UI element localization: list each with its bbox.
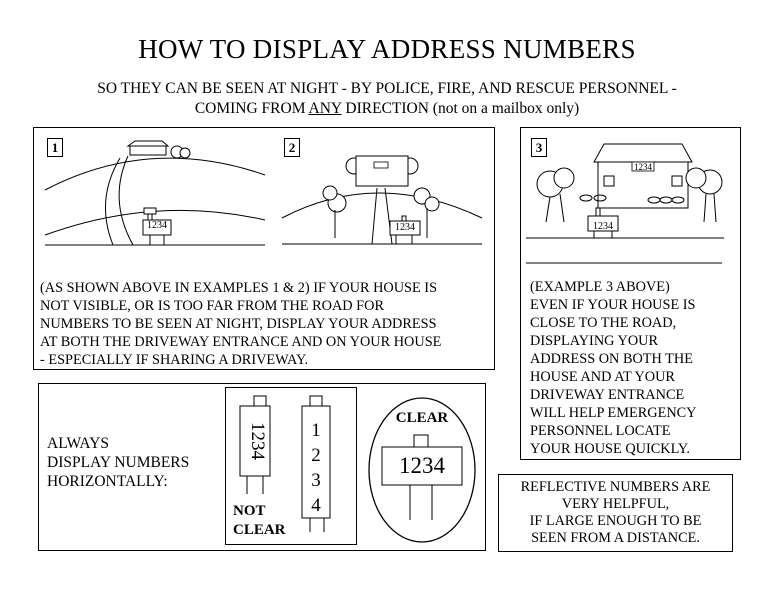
description-line: (EXAMPLE 3 ABOVE): [530, 279, 670, 295]
reflective-line: IF LARGE ENOUGH TO BE: [529, 513, 702, 529]
example-2-number: 2: [284, 138, 300, 157]
description-line: YOUR HOUSE QUICKLY.: [530, 441, 690, 457]
description-line: (AS SHOWN ABOVE IN EXAMPLES 1 & 2) IF YOUR HOUSE IS: [40, 280, 438, 296]
description-line: EVEN IF YOUR HOUSE IS: [530, 297, 696, 313]
example-3-house-number: 1234: [634, 162, 652, 172]
horizontal-instruction: [47, 434, 189, 491]
rotated-sign-number: 1234: [247, 422, 268, 460]
subtitle-line-2: [0, 100, 774, 118]
description-line: HOUSE AND AT YOUR: [530, 369, 675, 385]
description-line: AT BOTH THE DRIVEWAY ENTRANCE AND ON YOUR HOUSE: [40, 334, 442, 350]
stacked-digit: 1: [311, 420, 321, 441]
stacked-digit: 2: [311, 445, 321, 466]
not-clear-label-line-1: NOT: [233, 503, 266, 519]
not-clear-label: [233, 502, 286, 540]
example-3-road-line: [526, 262, 722, 264]
example-2-sign-number: 1234: [395, 222, 415, 233]
clear-label: CLEAR: [395, 410, 449, 426]
example-3-number: 3: [531, 138, 547, 157]
stacked-digits: [302, 418, 330, 518]
subtitle-emphasis-any: ANY: [308, 100, 342, 117]
description-line: ADDRESS ON BOTH THE: [530, 351, 693, 367]
description-line: NUMBERS TO BE SEEN AT NIGHT, DISPLAY YOUR ADDRESS: [40, 316, 437, 332]
description-line: DISPLAYING YOUR: [530, 333, 659, 349]
example-2-illustration: [282, 148, 482, 248]
example-3-sign-number: 1234: [593, 221, 613, 232]
description-line: NOT VISIBLE, OR IS TOO FAR FROM THE ROAD FOR: [40, 298, 384, 314]
example-3-description: [530, 278, 736, 458]
description-line: CLOSE TO THE ROAD,: [530, 315, 677, 331]
description-line: - ESPECIALLY IF SHARING A DRIVEWAY.: [40, 352, 309, 368]
instruction-line: DISPLAY NUMBERS: [47, 454, 190, 471]
stacked-digit: 3: [311, 470, 321, 491]
subtitle-line-2-pre: COMING FROM: [194, 100, 309, 117]
instruction-line: HORIZONTALLY:: [47, 473, 168, 490]
page-title: HOW TO DISPLAY ADDRESS NUMBERS: [138, 34, 636, 64]
reflective-numbers-text: [498, 479, 733, 547]
example-1-sign-number: 1234: [147, 220, 167, 231]
example-1-illustration: [40, 140, 270, 255]
example-1-number: 1: [47, 138, 63, 157]
example-3-illustration: [524, 142, 738, 242]
description-line: PERSONNEL LOCATE: [530, 423, 671, 439]
reflective-line: VERY HELPFUL,: [561, 496, 670, 512]
instruction-line: ALWAYS: [47, 435, 110, 452]
not-clear-label-line-2: CLEAR: [233, 522, 286, 538]
reflective-line: SEEN FROM A DISTANCE.: [531, 530, 700, 546]
stacked-digit: 4: [311, 495, 321, 516]
description-line: WILL HELP EMERGENCY: [530, 405, 697, 421]
subtitle-line-2-post: DIRECTION (not on a mailbox only): [341, 100, 580, 117]
reflective-line: REFLECTIVE NUMBERS ARE: [520, 479, 711, 495]
clear-sign-number: 1234: [399, 453, 445, 478]
description-line: DRIVEWAY ENTRANCE: [530, 387, 685, 403]
subtitle-line-1: SO THEY CAN BE SEEN AT NIGHT - BY POLICE, FIRE, AND RESCUE PERSONNEL -: [97, 80, 677, 97]
examples-1-2-description: [40, 279, 490, 369]
